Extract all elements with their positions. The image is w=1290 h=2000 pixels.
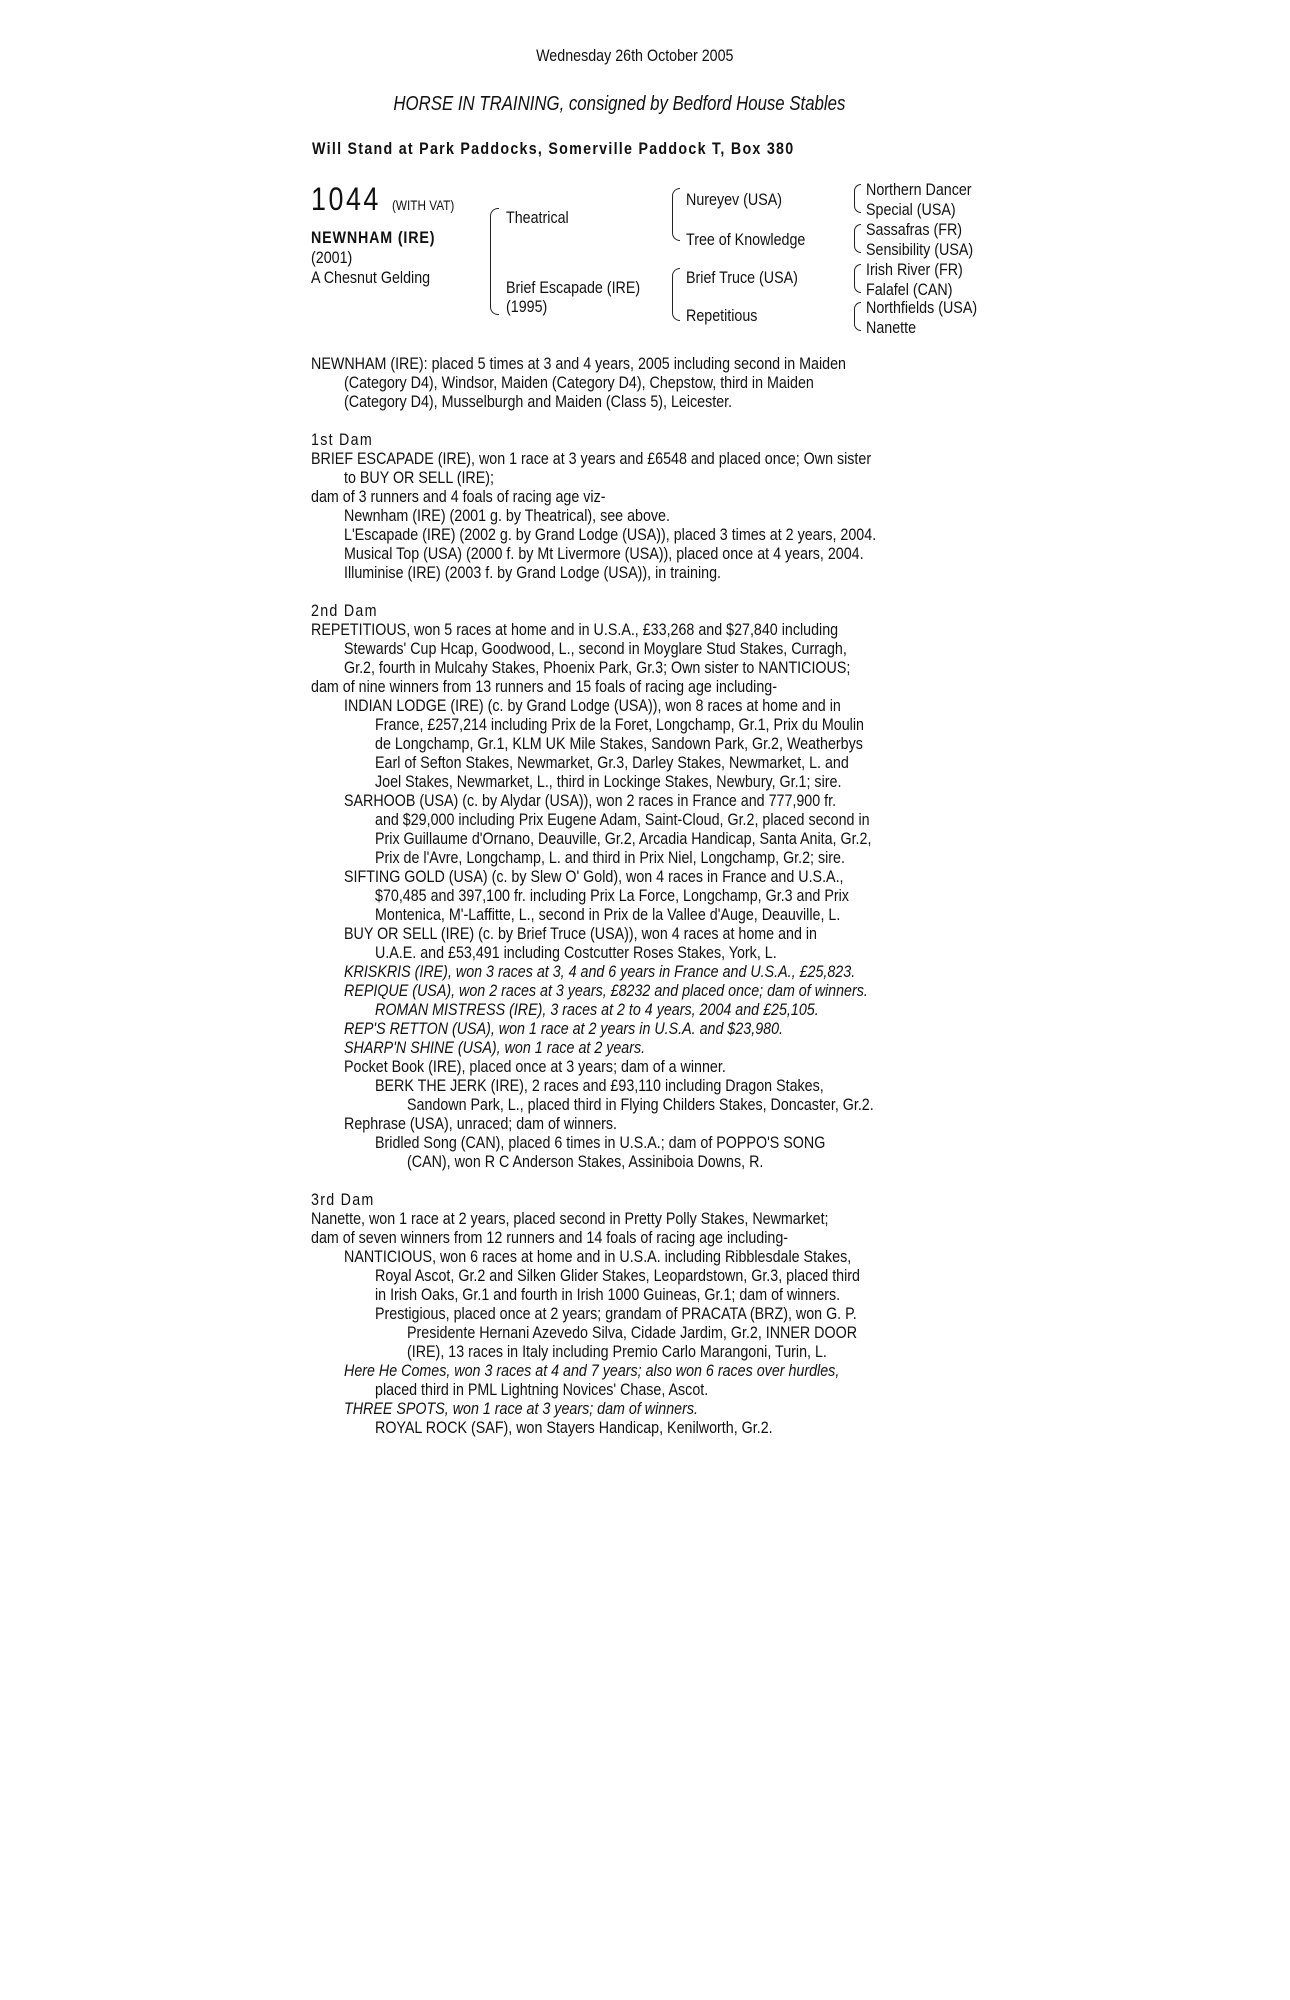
dam2-line: INDIAN LODGE (IRE) (c. by Grand Lodge (USA)), won 8 races at home and in [344, 696, 841, 715]
pedigree-g1: Northern Dancer [866, 180, 972, 199]
pedigree-g4: Sensibility (USA) [866, 240, 974, 259]
dam2-line: Prix de l'Avre, Longchamp, L. and third in Prix Niel, Longchamp, Gr.2; sire. [375, 848, 845, 867]
pedigree-dam-dam: Repetitious [686, 306, 758, 325]
section-heading-2nd-dam: 2nd Dam [311, 601, 378, 620]
dam2-line: BERK THE JERK (IRE), 2 races and £93,110 including Dragon Stakes, [375, 1076, 824, 1095]
pedigree-bracket-g5 [854, 264, 861, 279]
dam3-line: NANTICIOUS, won 6 races at home and in U.S.A. including Ribblesdale Stakes, [344, 1247, 852, 1266]
dam2-line: Gr.2, fourth in Mulcahy Stakes, Phoenix Park, Gr.3; Own sister to NANTICIOUS; [344, 658, 851, 677]
summary-line: NEWNHAM (IRE): placed 5 times at 3 and 4 years, 2005 including second in Maiden [311, 354, 846, 373]
summary-line: (Category D4), Windsor, Maiden (Category D4), Chepstow, third in Maiden [344, 373, 814, 392]
dam3-line: Here He Comes, won 3 races at 4 and 7 years; also won 6 races over hurdles, [344, 1361, 840, 1380]
dam1-line: Newnham (IRE) (2001 g. by Theatrical), see above. [344, 506, 670, 525]
pedigree-dam: Brief Escapade (IRE) [506, 278, 641, 297]
pedigree-bracket-g8 [854, 316, 861, 331]
dam2-line: Earl of Sefton Stakes, Newmarket, Gr.3, Darley Stakes, Newmarket, L. and [375, 753, 849, 772]
dam3-line: Royal Ascot, Gr.2 and Silken Glider Stakes, Leopardstown, Gr.3, placed third [375, 1266, 860, 1285]
dam2-line: REP'S RETTON (USA), won 1 race at 2 years in U.S.A. and $23,980. [344, 1019, 783, 1038]
pedigree-g8: Nanette [866, 318, 917, 337]
pedigree-sire-dam: Tree of Knowledge [686, 230, 806, 249]
lot-number: 1044 [311, 181, 381, 217]
dam2-line: U.A.E. and £53,491 including Costcutter Roses Stakes, York, L. [375, 943, 777, 962]
dam1-line: BRIEF ESCAPADE (IRE), won 1 race at 3 years and £6548 and placed once; Own sister [311, 449, 872, 468]
section-heading-1st-dam: 1st Dam [311, 430, 373, 449]
dam1-line: dam of 3 runners and 4 foals of racing age viz- [311, 487, 606, 506]
pedigree-bracket-lower [490, 264, 499, 315]
dam1-line: to BUY OR SELL (IRE); [344, 468, 494, 487]
pedigree-g3: Sassafras (FR) [866, 220, 963, 239]
dam2-line: Prix Guillaume d'Ornano, Deauville, Gr.2, Arcadia Handicap, Santa Anita, Gr.2, [375, 829, 872, 848]
pedigree-bracket-g4 [854, 238, 861, 253]
dam2-line: dam of nine winners from 13 runners and 15 foals of racing age including- [311, 677, 777, 696]
pedigree-bracket-dam-lower [672, 294, 680, 321]
dam1-line: Illuminise (IRE) (2003 f. by Grand Lodge (USA)), in training. [344, 563, 722, 582]
dam2-line: France, £257,214 including Prix de la Foret, Longchamp, Gr.1, Prix du Moulin [375, 715, 864, 734]
vat-note: (WITH VAT) [392, 197, 455, 213]
dam3-line: Prestigious, placed once at 2 years; grandam of PRACATA (BRZ), won G. P. [375, 1304, 857, 1323]
dam2-line: and $29,000 including Prix Eugene Adam, Saint-Cloud, Gr.2, placed second in [375, 810, 870, 829]
dam2-line: REPETITIOUS, won 5 races at home and in U.S.A., £33,268 and $27,840 including [311, 620, 839, 639]
pedigree-dam-year: (1995) [506, 297, 548, 316]
pedigree-bracket-sire-lower [672, 214, 680, 241]
dam2-line: $70,485 and 397,100 fr. including Prix La Force, Longchamp, Gr.3 and Prix [375, 886, 849, 905]
section-heading-3rd-dam: 3rd Dam [311, 1190, 375, 1209]
dam2-line: (CAN), won R C Anderson Stakes, Assiniboia Downs, R. [407, 1152, 764, 1171]
pedigree-bracket-upper [490, 208, 499, 265]
pedigree-bracket-g3 [854, 224, 861, 239]
dam2-line: SIFTING GOLD (USA) (c. by Slew O' Gold), won 4 races in France and U.S.A., [344, 867, 844, 886]
dam2-line: Bridled Song (CAN), placed 6 times in U.S.A.; dam of POPPO'S SONG [375, 1133, 826, 1152]
pedigree-g2: Special (USA) [866, 200, 956, 219]
dam3-line: in Irish Oaks, Gr.1 and fourth in Irish 1000 Guineas, Gr.1; dam of winners. [375, 1285, 841, 1304]
dam2-line: Rephrase (USA), unraced; dam of winners. [344, 1114, 618, 1133]
dam2-line: Montenica, M'-Laffitte, L., second in Prix de la Vallee d'Auge, Deauville, L. [375, 905, 841, 924]
stand-location: Will Stand at Park Paddocks, Somerville Paddock T, Box 380 [312, 139, 795, 158]
dam2-line: KRISKRIS (IRE), won 3 races at 3, 4 and 6 years in France and U.S.A., £25,823. [344, 962, 856, 981]
summary-line: (Category D4), Musselburgh and Maiden (Class 5), Leicester. [344, 392, 733, 411]
horse-year: (2001) [311, 248, 353, 267]
dam2-line: Joel Stakes, Newmarket, L., third in Lockinge Stakes, Newbury, Gr.1; sire. [375, 772, 842, 791]
dam2-line: SARHOOB (USA) (c. by Alydar (USA)), won 2 races in France and 777,900 fr. [344, 791, 837, 810]
dam3-line: Presidente Hernani Azevedo Silva, Cidade Jardim, Gr.2, INNER DOOR [407, 1323, 858, 1342]
pedigree-bracket-g6 [854, 278, 861, 293]
dam1-line: Musical Top (USA) (2000 f. by Mt Livermore (USA)), placed once at 4 years, 2004. [344, 544, 864, 563]
pedigree-bracket-g1 [854, 184, 861, 199]
pedigree-dam-sire: Brief Truce (USA) [686, 268, 798, 287]
dam3-line: placed third in PML Lightning Novices' Chase, Ascot. [375, 1380, 709, 1399]
dam2-line: SHARP'N SHINE (USA), won 1 race at 2 years. [344, 1038, 646, 1057]
dam3-line: (IRE), 13 races in Italy including Premio Carlo Marangoni, Turin, L. [407, 1342, 827, 1361]
dam2-line: Pocket Book (IRE), placed once at 3 years; dam of a winner. [344, 1057, 726, 1076]
dam3-line: THREE SPOTS, won 1 race at 3 years; dam of winners. [344, 1399, 698, 1418]
dam3-line: Nanette, won 1 race at 2 years, placed second in Pretty Polly Stakes, Newmarket; [311, 1209, 829, 1228]
horse-name: NEWNHAM (IRE) [311, 228, 436, 247]
pedigree-g6: Falafel (CAN) [866, 280, 953, 299]
dam2-line: ROMAN MISTRESS (IRE), 3 races at 2 to 4 years, 2004 and £25,105. [375, 1000, 819, 1019]
consignment-line: HORSE IN TRAINING, consigned by Bedford House Stables [393, 93, 846, 115]
pedigree-bracket-g2 [854, 198, 861, 213]
dam2-line: REPIQUE (USA), won 2 races at 3 years, £8232 and placed once; dam of winners. [344, 981, 868, 1000]
dam3-line: dam of seven winners from 12 runners and 14 foals of racing age including- [311, 1228, 789, 1247]
dam2-line: BUY OR SELL (IRE) (c. by Brief Truce (USA)), won 4 races at home and in [344, 924, 817, 943]
dam2-line: Stewards' Cup Hcap, Goodwood, L., second in Moyglare Stud Stakes, Curragh, [344, 639, 847, 658]
pedigree-bracket-g7 [854, 302, 861, 317]
pedigree-bracket-dam-upper [672, 268, 680, 295]
dam1-line: L'Escapade (IRE) (2002 g. by Grand Lodge (USA)), placed 3 times at 2 years, 2004. [344, 525, 877, 544]
dam3-line: ROYAL ROCK (SAF), won Stayers Handicap, Kenilworth, Gr.2. [375, 1418, 773, 1437]
pedigree-bracket-sire-upper [672, 188, 680, 215]
pedigree-sire: Theatrical [506, 208, 569, 227]
pedigree-g7: Northfields (USA) [866, 298, 978, 317]
pedigree-g5: Irish River (FR) [866, 260, 963, 279]
horse-description: A Chesnut Gelding [311, 268, 431, 287]
pedigree-sire-sire: Nureyev (USA) [686, 190, 783, 209]
sale-date: Wednesday 26th October 2005 [536, 46, 734, 65]
dam2-line: de Longchamp, Gr.1, KLM UK Mile Stakes, Sandown Park, Gr.2, Weatherbys [375, 734, 863, 753]
dam2-line: Sandown Park, L., placed third in Flying Childers Stakes, Doncaster, Gr.2. [407, 1095, 874, 1114]
